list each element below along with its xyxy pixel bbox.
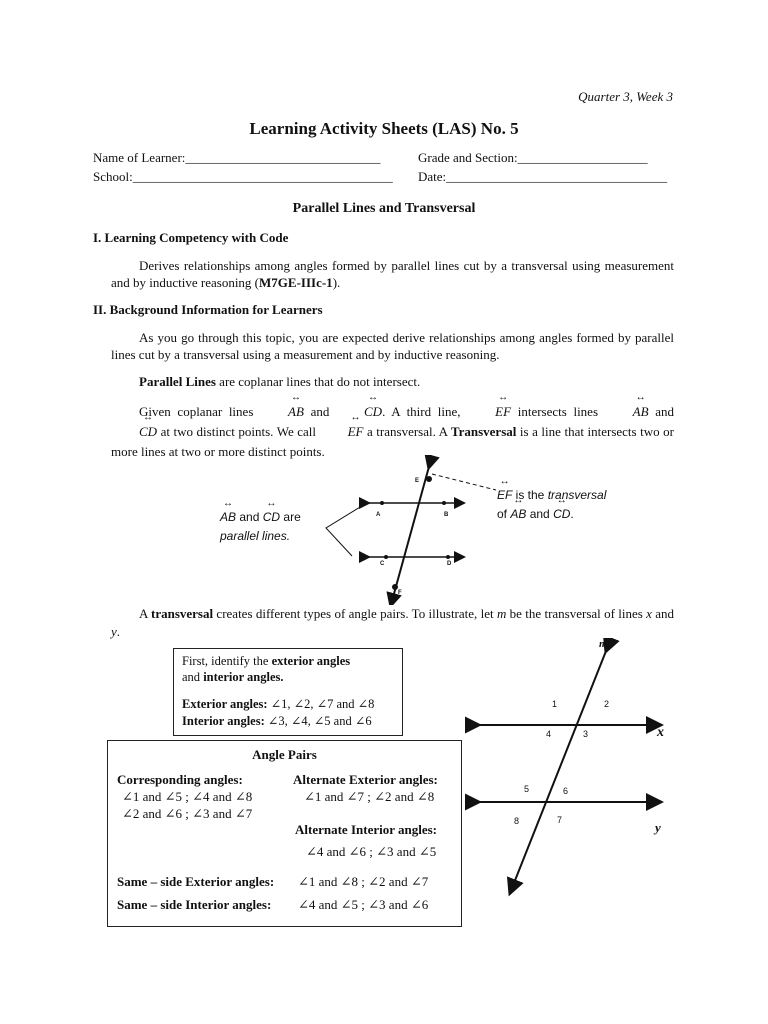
label-x: x bbox=[657, 725, 664, 740]
transversal-note: ↔ EF is the transversal of ↔ AB and ↔ CD. bbox=[497, 486, 606, 524]
point-f: F bbox=[398, 590, 402, 596]
alt-exterior-values: ∠1 and ∠7 ; ∠2 and ∠8 bbox=[304, 789, 435, 804]
same-side-ext-values: ∠1 and ∠8 ; ∠2 and ∠7 bbox=[298, 874, 429, 889]
transversal-pointer bbox=[430, 468, 500, 498]
same-side-ext-label: Same – side Exterior angles: bbox=[117, 874, 275, 889]
angle-7: 7 bbox=[557, 815, 563, 825]
label-m: m bbox=[599, 638, 608, 650]
date-field: Date:__________________________________ bbox=[418, 169, 668, 184]
angle-5: 5 bbox=[524, 784, 530, 794]
given-para: Given coplanar lines ↔ AB and ↔ CD. A third line, ↔ EF intersects lines ↔ AB and ↔ CD at two distinct points. We call ↔ EF a transversal. A Transversal is a line that intersects two or more lines at two or more distinct points. bbox=[111, 402, 674, 462]
competency-code: M7GE-IIIc-1 bbox=[259, 275, 333, 290]
exterior-angles: Exterior angles: ∠1, ∠2, ∠7 and ∠8 bbox=[182, 697, 375, 711]
grade-field: Grade and Section:____________________ bbox=[418, 150, 648, 165]
background-para: As you go through this topic, you are expected derive relationships among angles formed by parallel lines cut by a transversal using a measurement and by inductive reasoning. bbox=[111, 330, 674, 362]
same-side-int-values: ∠4 and ∠5 ; ∠3 and ∠6 bbox=[298, 897, 429, 912]
page-title: Learning Activity Sheets (LAS) No. 5 bbox=[249, 119, 519, 138]
angle-3: 3 bbox=[583, 729, 589, 739]
line-cd: ↔ CD bbox=[336, 402, 382, 422]
identify-angles-box bbox=[173, 648, 403, 736]
angle-8: 8 bbox=[514, 816, 520, 826]
angle-pairs-box bbox=[107, 740, 462, 927]
school-field: School:________________________________________ bbox=[93, 169, 393, 184]
parallel-def: Parallel Lines are coplanar lines that do not intersect. bbox=[139, 374, 421, 389]
angle-pairs-title: Angle Pairs bbox=[252, 747, 317, 762]
point-e: E bbox=[415, 478, 420, 484]
corresponding-label: Corresponding angles: bbox=[117, 772, 243, 787]
angle-6: 6 bbox=[563, 786, 569, 796]
alt-interior-label: Alternate Interior angles: bbox=[295, 822, 438, 837]
interior-angles: Interior angles: ∠3, ∠4, ∠5 and ∠6 bbox=[182, 714, 372, 728]
line-ef: ↔ EF bbox=[467, 402, 511, 422]
point-d: D bbox=[447, 561, 452, 567]
point-a: A bbox=[376, 512, 381, 518]
competency-text: Derives relationships among angles formed by parallel lines cut by a transversal using measurement and by inductive reasoning (M7GE-IIIc-1). bbox=[111, 258, 674, 290]
same-side-int-label: Same – side Interior angles: bbox=[117, 897, 272, 912]
figure-transversal-angles bbox=[465, 638, 675, 900]
point-c: C bbox=[380, 561, 385, 567]
label-y: y bbox=[655, 820, 661, 835]
topic-title: Parallel Lines and Transversal bbox=[292, 201, 476, 216]
identify-intro: First, identify the exterior angles and interior angles. bbox=[182, 654, 351, 684]
illustrate-para: A transversal creates different types of angle pairs. To illustrate, let m be the transversal of lines x and y. bbox=[111, 606, 675, 639]
angle-2: 2 bbox=[604, 699, 610, 709]
angle-1: 1 bbox=[552, 699, 558, 709]
corresponding-values-1: ∠1 and ∠5 ; ∠4 and ∠8 bbox=[122, 789, 253, 804]
alt-exterior-label: Alternate Exterior angles: bbox=[293, 772, 438, 787]
corresponding-values-2: ∠2 and ∠6 ; ∠3 and ∠7 bbox=[122, 806, 253, 821]
quarter-label: Quarter 3, Week 3 bbox=[578, 89, 673, 104]
parallel-lines-note: ↔ AB and ↔ CD are parallel lines. bbox=[220, 508, 301, 546]
angle-4: 4 bbox=[546, 729, 552, 739]
parallel-bracket bbox=[320, 500, 370, 560]
section-1-heading: I. Learning Competency with Code bbox=[93, 230, 289, 245]
alt-interior-values: ∠4 and ∠6 ; ∠3 and ∠5 bbox=[306, 844, 437, 859]
line-ab: ↔ AB bbox=[260, 402, 304, 422]
section-2-heading: II. Background Information for Learners bbox=[93, 302, 323, 317]
name-field: Name of Learner:______________________________ bbox=[93, 150, 381, 165]
point-b: B bbox=[444, 512, 449, 518]
